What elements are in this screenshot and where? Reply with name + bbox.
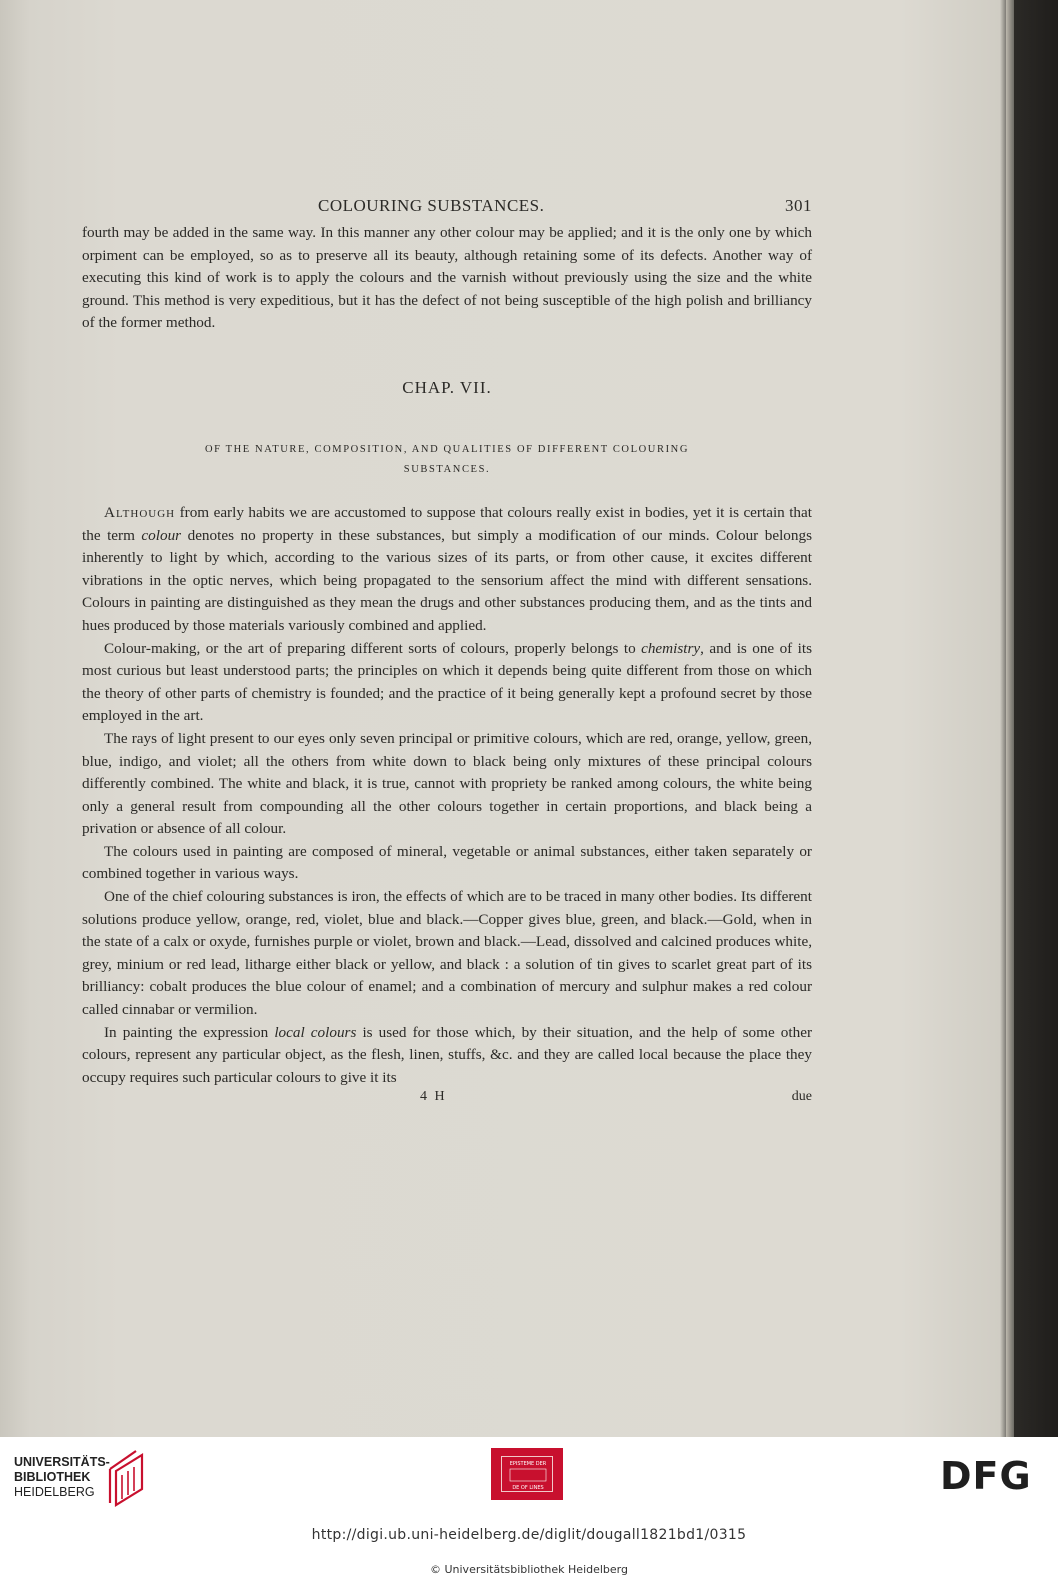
paragraph-2-emphasis: chemistry <box>641 639 701 657</box>
page-number: 301 <box>785 196 812 215</box>
page-edge-shadow <box>1006 0 1014 1437</box>
library-name-line-1: UNIVERSITÄTS- <box>14 1455 110 1469</box>
paragraph-3: The rays of light present to our eyes only seven principal or primitive colours, which are red, orange, yellow, green, blue, indigo, and violet; all the others from white down to black being only mixtures of these principal colours differently combined. The white and black, it is true, cannot with propriety be ranked among colours, the white being only a general result from compounding all the other colours together in certain proportions, and black being a privation or absence of all colour. <box>82 729 812 838</box>
paragraph-5: One of the chief colouring substances is iron, the effects of which are to be traced in many other bodies. Its different solutions produce yellow, orange, red, violet, blue and black.—Copper gives blue, green, and black.—Gold, when in the state of a calx or oxyde, furnishes purple or violet, brown and black.—Lead, dissolved and calcined produces white, grey, minium or red lead, litharge either black or yellow, and black : a solution of tin gives to scarlet great part of its brilliancy: cobalt produces the blue colour of enamel; and a combination of mercury and sulphur makes a red colour called cinnabar or vermilion. <box>82 888 812 1019</box>
paragraph-6-part-b: is used for those which, by their situation, and the help of some other colours, represent any particular object, as the flesh, linen, stuffs, &c. and they are called local because the place they occupy requires such particular colours to give it its <box>82 1023 813 1086</box>
episteme-logo-text-bottom: DE OF LINES <box>512 1485 544 1491</box>
catchword: due <box>791 1089 812 1105</box>
paragraph-4: The colours used in painting are composed of mineral, vegetable or animal substances, either taken separately or combined together in various ways. <box>82 842 812 883</box>
paragraph-2-part-b: , and is one of its most curious but least understood parts; the principles on which it depends being quite different from those on which the theory of other parts of chemistry is founded; and the practice of it being generally kept a profound secret by those employed in the art. <box>82 639 812 725</box>
permalink-url[interactable]: http://digi.ub.uni-heidelberg.de/diglit/dougall1821bd1/0315 <box>311 1527 747 1543</box>
paragraph-6-part-a: In painting the expression <box>104 1023 275 1041</box>
library-logo-icon[interactable] <box>106 1445 146 1509</box>
episteme-logo-text <box>502 1457 554 1493</box>
library-name-line-3: HEIDELBERG <box>14 1485 95 1499</box>
opening-paragraph: fourth may be added in the same way. In this manner any other colour may be applied; and it is the only one by which orpiment can be employed, so as to preserve all its beauty, although retaining some of its defects. Another way of executing this kind of work is to apply the colours and the varnish without previously using the size and the white ground. This method is very expeditious, but it has the defect of not being susceptible of the high polish and brilliancy of the former method. <box>82 224 812 332</box>
paragraph-2-part-a: Colour-making, or the art of preparing different sorts of colours, properly belongs to <box>104 639 642 657</box>
library-footer <box>0 1437 1058 1593</box>
dfg-logo-icon[interactable] <box>940 1455 1040 1495</box>
paragraph-6 <box>82 1022 812 1090</box>
page-foot <box>82 1089 812 1113</box>
paragraph-1-part-b: denotes no property in these substances, but simply a modification of our minds. Colour belongs inherently to light by which, according to the various sizes of its parts, or from other cause, it excites different vibrations in the optic nerves, which being propagated to the sensorium affect the mind with different sensations. Colours in painting are distinguished as they mean the drugs and other substances producing them, and as the tints and hues produced by those materials variously combined and applied. <box>82 526 812 634</box>
copyright-notice: © Universitätsbibliothek Heidelberg <box>429 1563 628 1576</box>
paragraph-1-lead: Although <box>104 503 176 521</box>
paragraph-2 <box>82 638 812 728</box>
episteme-logo-frame <box>501 1456 553 1492</box>
library-name[interactable] <box>14 1455 110 1500</box>
paragraph-1-part-a: from early habits we are accustomed to suppose that colours really exist in bodies, yet it is certain that the term <box>82 503 812 544</box>
chapter-subtitle-line-1: OF THE NATURE, COMPOSITION, AND QUALITIES OF DIFFERENT COLOURING <box>204 443 690 455</box>
page-text-block <box>82 196 812 1113</box>
paragraph-1 <box>82 502 812 638</box>
dfg-logo-text: DFG <box>940 1455 1032 1495</box>
chapter-subtitle <box>82 440 812 480</box>
library-name-line-2: BIBLIOTHEK <box>14 1470 91 1484</box>
chapter-heading: CHAP. VII. <box>402 377 492 397</box>
chapter-subtitle-line-2: SUBSTANCES. <box>403 463 491 475</box>
running-head <box>82 196 812 222</box>
paragraph-6-emphasis: local colours <box>274 1023 357 1041</box>
episteme-logo-text-top: EPISTEME DER <box>509 1461 547 1467</box>
paragraph-1-emphasis: colour <box>141 526 182 544</box>
signature-mark: 4 H <box>420 1089 447 1105</box>
episteme-logo-icon[interactable] <box>491 1448 563 1500</box>
running-title: COLOURING SUBSTANCES. <box>318 196 545 215</box>
